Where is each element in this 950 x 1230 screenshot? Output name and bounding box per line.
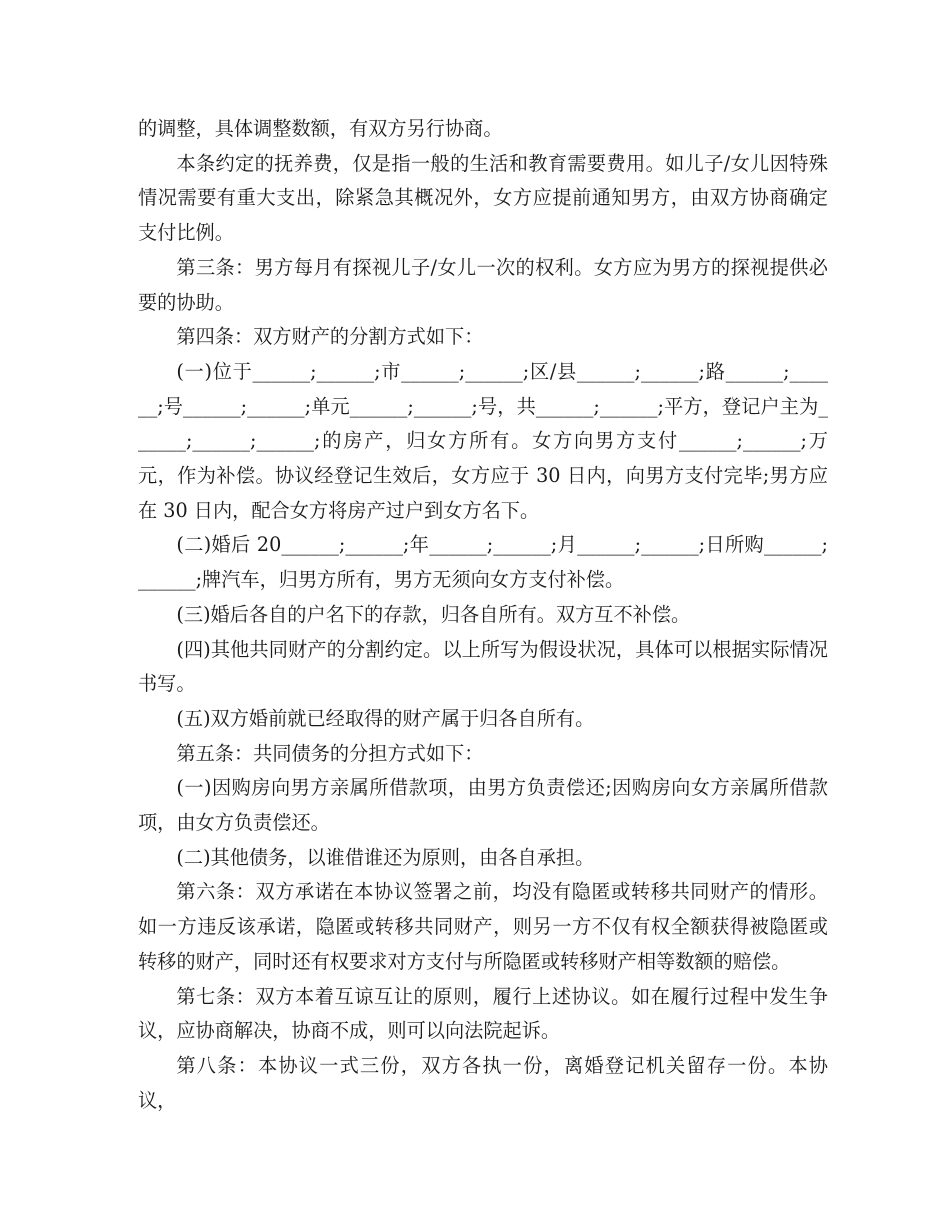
paragraph-article-4-heading: 第四条：双方财产的分割方式如下： [176,325,484,349]
paragraph-article-3-visitation: 第三条：男方每月有探视儿子/女儿一次的权利。女方应为男方的探视提供必要的协助。 [138,255,828,314]
paragraph-article-4-item-2-car: (二)婚后 20______;______;年______;______;月______;______;日所购______;______;牌汽车，归男方所有，男方无须向女方支付补偿。 [138,533,828,592]
paragraph-article-8: 第八条：本协议一式三份，双方各执一份，离婚登记机关留存一份。本协议， [138,1053,828,1112]
paragraph-article-5-item-1: (一)因购房向男方亲属所借款项，由男方负责偿还;因购房向女方亲属所借款项，由女方负责偿还。 [138,776,828,835]
paragraph-article-5-item-2: (二)其他债务，以谁借谁还为原则，由各自承担。 [176,845,595,869]
agreement-body [138,112,828,1118]
paragraph-support-fee-scope: 本条约定的抚养费，仅是指一般的生活和教育需要费用。如儿子/女儿因特殊情况需要有重大支出，除紧急其概况外，女方应提前通知男方，由双方协商确定支付比例。 [138,151,828,245]
paragraph-article-4-item-5-premarital: (五)双方婚前就已经取得的财产属于归各自所有。 [176,706,595,730]
paragraph-article-5-heading: 第五条：共同债务的分担方式如下： [176,741,484,765]
paragraph-article-4-item-4-other: (四)其他共同财产的分割约定。以上所写为假设状况，具体可以根据实际情况书写。 [138,637,828,696]
paragraph-article-6: 第六条：双方承诺在本协议签署之前，均没有隐匿或转移共同财产的情形。如一方违反该承诺，隐匿或转移共同财产，则另一方不仅有权全额获得被隐匿或转移的财产，同时还有权要求对方支付与所隐匿或转移财产相等数额的赔偿。 [138,880,828,973]
paragraph-article-4-item-3-deposits: (三)婚后各自的户名下的存款，归各自所有。双方互不补偿。 [176,602,691,626]
paragraph-adjustment-continued: 的调整，具体调整数额，有双方另行协商。 [138,117,503,140]
paragraph-article-4-item-1-house: (一)位于______;______;市______;______;区/县______;______;路______;______;号______;______;单元______;______;号，共______;______;平方，登记户主为______;______;______;的房产，归女方所有。女方向男方支付______;______;万元，作为补偿。协议经登记生效后，女方应于 30 日内，向男方支付完毕;男方应在 30 日内，配合女方将房产过户到女方名下。 [138,359,828,522]
paragraph-article-7: 第七条：双方本着互谅互让的原则，履行上述协议。如在履行过程中发生争议，应协商解决，协商不成，则可以向法院起诉。 [138,984,828,1043]
